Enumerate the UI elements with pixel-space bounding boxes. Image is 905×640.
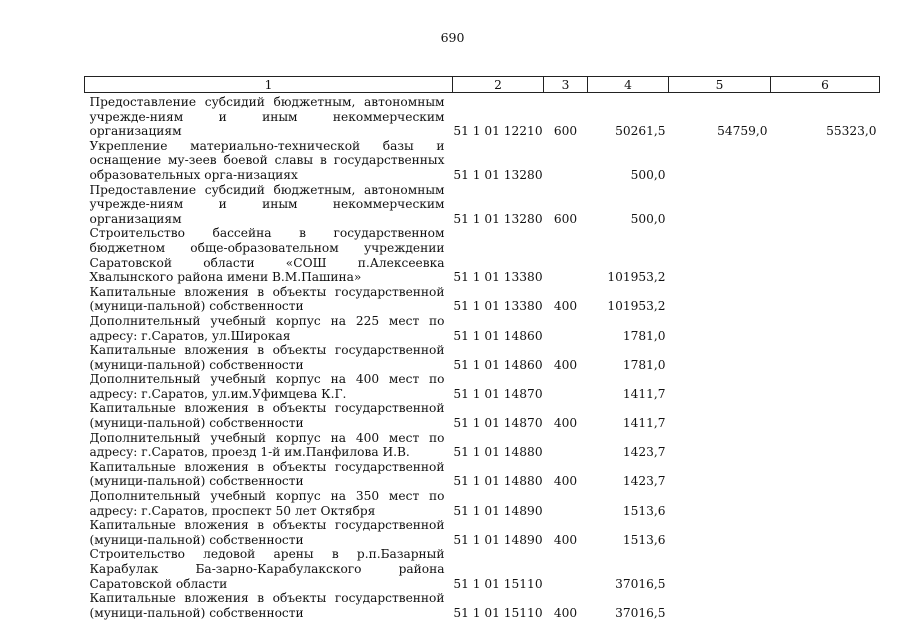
- row-code-cell: 51 1 01 14870: [453, 416, 543, 431]
- table-row: [85, 591, 880, 620]
- row-amount-2-cell: [669, 460, 771, 489]
- row-amount-3-cell: [771, 489, 880, 518]
- row-vr-cell: [544, 139, 588, 183]
- row-amount-3-cell: [771, 343, 880, 372]
- row-code-cell: 51 1 01 14890: [453, 532, 543, 547]
- row-vr-cell: 400: [553, 532, 578, 547]
- table-header: [85, 77, 880, 93]
- row-amount-2-cell: 54759,0: [717, 124, 768, 139]
- row-amount-3-cell: [771, 460, 880, 489]
- row-amount-2-cell: [669, 372, 771, 401]
- row-amount-2-cell: [669, 314, 771, 343]
- row-code-cell: 51 1 01 14880: [453, 474, 543, 489]
- row-amount-3-cell: [771, 547, 880, 591]
- row-amount-3-cell: [771, 518, 880, 547]
- row-amount-2-cell: [669, 591, 771, 620]
- row-name-cell: Капитальные вложения в объекты государственной (муници-пальной) собственности: [89, 459, 445, 489]
- row-name-cell: Капитальные вложения в объекты государственной (муници-пальной) собственности: [89, 343, 445, 372]
- row-code-cell: 51 1 01 14880: [453, 445, 543, 460]
- table-row: [85, 401, 880, 430]
- header-col-4: 4: [588, 77, 669, 93]
- row-code-cell: 51 1 01 15110: [453, 605, 543, 620]
- row-amount-2-cell: [669, 183, 771, 227]
- row-amount-2-cell: [669, 285, 771, 314]
- row-code-cell: 51 1 01 14870: [453, 386, 543, 401]
- row-amount-2-cell: [669, 139, 771, 183]
- row-amount-1-cell: 37016,5: [615, 605, 666, 620]
- row-amount-3-cell: 55323,0: [826, 124, 877, 139]
- table-row: [85, 343, 880, 372]
- row-amount-3-cell: [771, 226, 880, 284]
- row-name-cell: Дополнительный учебный корпус на 400 мест по адресу: г.Саратов, ул.им.Уфимцева К.Г.: [89, 372, 445, 401]
- row-vr-cell: 400: [553, 299, 578, 314]
- row-vr-cell: 600: [553, 211, 578, 226]
- row-name-cell: Строительство бассейна в государственном бюджетном обще-образовательном учреждении Саратовской области «СОШ п.Алексеевка Хвалынского района имени В.М.Пашина»: [89, 226, 445, 285]
- row-amount-1-cell: 1513,6: [622, 503, 666, 518]
- header-col-5: 5: [669, 77, 771, 93]
- row-amount-2-cell: [669, 489, 771, 518]
- row-code-cell: 51 1 01 13380: [453, 270, 543, 285]
- row-vr-cell: [544, 489, 588, 518]
- row-vr-cell: [544, 226, 588, 284]
- row-amount-1-cell: 500,0: [630, 167, 666, 182]
- table-row: [85, 372, 880, 401]
- page-number: 690: [440, 30, 465, 45]
- row-amount-1-cell: 1513,6: [622, 532, 666, 547]
- table-row: [85, 285, 880, 314]
- row-amount-1-cell: 1423,7: [622, 445, 666, 460]
- row-vr-cell: [544, 431, 588, 460]
- row-code-cell: 51 1 01 14890: [453, 503, 543, 518]
- budget-table: [84, 76, 880, 620]
- row-vr-cell: 400: [553, 357, 578, 372]
- row-vr-cell: 400: [553, 416, 578, 431]
- row-amount-1-cell: 1781,0: [622, 357, 666, 372]
- row-amount-3-cell: [771, 372, 880, 401]
- row-amount-1-cell: 50261,5: [615, 124, 666, 139]
- row-amount-2-cell: [669, 401, 771, 430]
- row-amount-1-cell: 1411,7: [622, 416, 666, 431]
- row-code-cell: 51 1 01 14860: [453, 357, 543, 372]
- row-amount-2-cell: [669, 343, 771, 372]
- row-amount-2-cell: [669, 547, 771, 591]
- row-vr-cell: 400: [553, 474, 578, 489]
- table-row: [85, 431, 880, 460]
- table-row: [85, 547, 880, 591]
- row-vr-cell: [544, 372, 588, 401]
- row-amount-3-cell: [771, 139, 880, 183]
- row-name-cell: Предоставление субсидий бюджетным, автономным учрежде-ниям и иным некоммерческим организациям: [89, 95, 445, 139]
- row-name-cell: Капитальные вложения в объекты государственной (муници-пальной) собственности: [89, 401, 445, 431]
- row-name-cell: Предоставление субсидий бюджетным, автономным учрежде-ниям и иным некоммерческим организациям: [89, 182, 445, 226]
- row-amount-2-cell: [669, 226, 771, 284]
- table-row: [85, 183, 880, 227]
- header-col-3: 3: [544, 77, 588, 93]
- table-row: [85, 460, 880, 489]
- row-amount-3-cell: [771, 183, 880, 227]
- table-row: [85, 226, 880, 284]
- row-amount-1-cell: 1423,7: [622, 474, 666, 489]
- row-amount-3-cell: [771, 285, 880, 314]
- row-name-cell: Дополнительный учебный корпус на 350 мест по адресу: г.Саратов, проспект 50 лет Октября: [89, 489, 445, 518]
- row-code-cell: 51 1 01 13380: [453, 299, 543, 314]
- row-amount-1-cell: 1411,7: [622, 386, 666, 401]
- row-vr-cell: [544, 547, 588, 591]
- row-name-cell: Капитальные вложения в объекты государственной (муници-пальной) собственности: [89, 591, 445, 620]
- row-amount-3-cell: [771, 431, 880, 460]
- row-name-cell: Капитальные вложения в объекты государственной (муници-пальной) собственности: [89, 518, 445, 547]
- row-code-cell: 51 1 01 14860: [453, 328, 543, 343]
- table-row: [85, 314, 880, 343]
- row-amount-1-cell: 1781,0: [622, 328, 666, 343]
- row-amount-1-cell: 500,0: [630, 211, 666, 226]
- row-vr-cell: 600: [553, 124, 578, 139]
- header-col-1: 1: [85, 77, 453, 93]
- table-row: [85, 489, 880, 518]
- row-name-cell: Строительство ледовой арены в р.п.Базарный Карабулак Ба-зарно-Карабулакского района Саратовской области: [89, 547, 445, 591]
- row-amount-3-cell: [771, 591, 880, 620]
- header-col-2: 2: [453, 77, 544, 93]
- table-row: [85, 518, 880, 547]
- row-amount-1-cell: 101953,2: [607, 299, 666, 314]
- row-vr-cell: [544, 314, 588, 343]
- row-amount-2-cell: [669, 518, 771, 547]
- row-code-cell: 51 1 01 13280: [453, 211, 543, 226]
- row-code-cell: 51 1 01 12210: [453, 124, 543, 139]
- table-row: [85, 93, 880, 139]
- row-code-cell: 51 1 01 15110: [453, 576, 543, 591]
- row-vr-cell: 400: [553, 605, 578, 620]
- row-amount-1-cell: 37016,5: [615, 576, 666, 591]
- row-name-cell: Дополнительный учебный корпус на 400 мест по адресу: г.Саратов, проезд 1-й им.Панфилова И.В.: [89, 430, 445, 460]
- row-code-cell: 51 1 01 13280: [453, 167, 543, 182]
- header-col-6: 6: [771, 77, 880, 93]
- row-name-cell: Капитальные вложения в объекты государственной (муници-пальной) собственности: [89, 284, 445, 314]
- row-amount-3-cell: [771, 401, 880, 430]
- row-name-cell: Укрепление материально-технической базы и оснащение му-зеев боевой славы в государственных образовательных орга-низациях: [89, 138, 445, 182]
- row-amount-2-cell: [669, 431, 771, 460]
- row-amount-3-cell: [771, 314, 880, 343]
- table-body: [85, 93, 880, 621]
- table-row: [85, 139, 880, 183]
- row-name-cell: Дополнительный учебный корпус на 225 мест по адресу: г.Саратов, ул.Широкая: [89, 313, 445, 343]
- row-amount-1-cell: 101953,2: [607, 270, 666, 285]
